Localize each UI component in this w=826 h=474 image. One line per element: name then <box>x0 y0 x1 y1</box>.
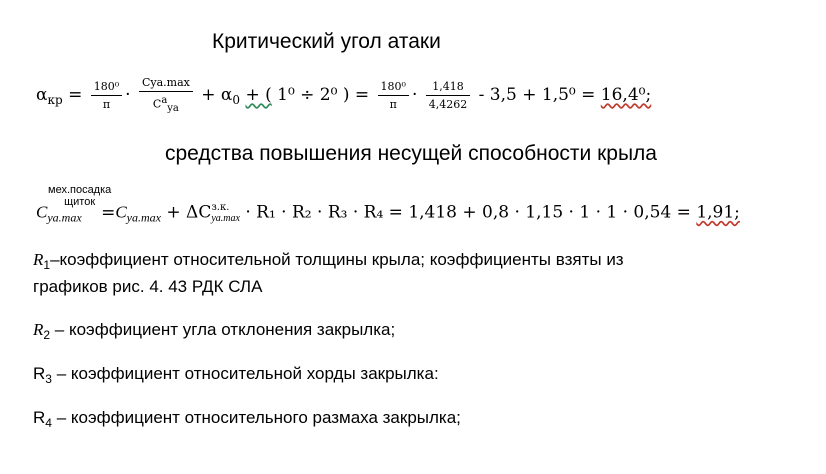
description-line-r1 <box>33 250 624 272</box>
fraction-denominator: π <box>389 97 397 111</box>
description-line-r4 <box>33 408 461 430</box>
range-expression: 1⁰ ÷ 2⁰ ) = <box>277 84 370 105</box>
r-subscript: 2 <box>43 328 51 342</box>
c-superscript: a <box>161 95 168 106</box>
product-expression: · R₁ · R₂ · R₃ · R₄ = <box>245 202 403 223</box>
tail-expression: - 3,5 + 1,5⁰ = <box>478 84 596 105</box>
fraction-numerator: 1,418 <box>426 80 471 96</box>
description-text: – коэффициент относительного размаха закрылка; <box>51 408 461 427</box>
plus-alpha: + α <box>201 84 233 105</box>
equals-sign: = <box>68 84 83 105</box>
fraction-180-pi-2 <box>378 80 409 111</box>
fraction-denominator: 4,4262 <box>428 97 468 111</box>
section-subtitle: средства повышения несущей способности крыла <box>165 142 657 165</box>
c-subscript: ya <box>167 102 179 114</box>
equals-sign: = <box>101 202 116 223</box>
delta-superscript: з.к. <box>211 202 230 213</box>
c-symbol: C <box>152 97 162 111</box>
alpha-symbol: α <box>36 84 48 105</box>
alpha-subscript: кр <box>47 92 63 107</box>
plus-delta-c: + ΔC <box>166 202 212 223</box>
r-symbol: R <box>33 320 44 339</box>
description-text: графиков рис. 4. 43 РДК СЛА <box>33 277 263 296</box>
label-line-1: мех.посадка <box>48 184 112 196</box>
delta-subscript: ya.max <box>211 213 240 224</box>
label-line-2: щиток <box>64 196 96 208</box>
description-line-r2 <box>33 320 395 342</box>
critical-angle-formula <box>36 76 651 115</box>
delta-indices <box>211 202 240 224</box>
fraction-denominator <box>139 92 193 115</box>
c-subscript: ya.max <box>47 210 82 225</box>
r-subscript: 4 <box>45 416 52 430</box>
r-symbol: R <box>33 364 46 383</box>
r-symbol: R <box>33 250 44 269</box>
c-symbol: C <box>36 202 48 222</box>
lift-coefficient-formula <box>36 202 740 226</box>
numeric-expression: 1,418 + 0,8 · 1,15 · 1 · 1 · 0,54 = <box>408 202 691 223</box>
alpha-zero-subscript: 0 <box>232 92 241 107</box>
fraction-cy-ratio <box>139 76 193 115</box>
fraction-180-pi <box>91 80 122 111</box>
open-paren: + ( <box>245 84 272 105</box>
fraction-numerator: 180⁰ <box>91 80 122 96</box>
description-text: – коэффициент угла отклонения закрылка; <box>50 320 396 339</box>
fraction-numerator: 180⁰ <box>378 80 409 96</box>
description-text: –коэффициент относительной толщины крыла; коэффициенты взяты из <box>50 250 624 269</box>
c-subscript: ya.max <box>126 210 161 225</box>
r-subscript: 1 <box>43 258 51 272</box>
dot-operator: · <box>125 84 131 105</box>
dot-operator: · <box>411 84 418 105</box>
c-symbol: C <box>115 202 127 222</box>
description-text: – коэффициент относительной хорды закрылка: <box>51 364 439 383</box>
fraction-denominator: π <box>102 97 111 111</box>
fraction-numerator: Cya.max <box>139 76 193 92</box>
fraction-numeric <box>426 80 471 111</box>
description-line-continuation <box>33 277 262 297</box>
r-subscript: 3 <box>45 372 52 386</box>
r-symbol: R <box>33 408 46 427</box>
result-value: 16,4⁰; <box>600 84 652 105</box>
page-title: Критический угол атаки <box>212 30 441 53</box>
result-value: 1,91; <box>696 202 740 223</box>
description-line-r3 <box>33 364 439 386</box>
